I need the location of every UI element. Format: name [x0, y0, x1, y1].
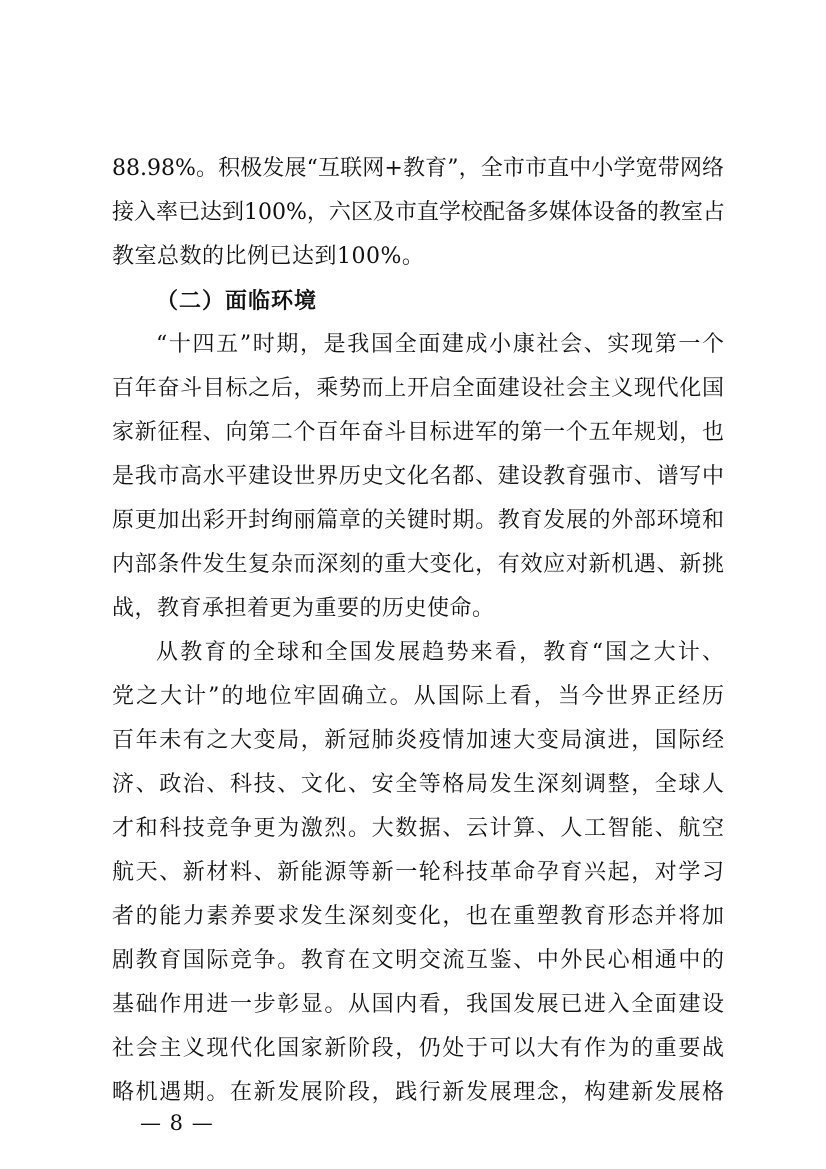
- text-line: 原更加出彩开封绚丽篇章的关键时期。教育发展的外部环境和: [112, 508, 724, 533]
- text-line: 百年未有之大变局，新冠肺炎疫情加速大变局演进，国际经: [112, 728, 724, 753]
- text-line: 者的能力素养要求发生深刻变化，也在重塑教育形态并将加: [112, 904, 724, 929]
- text-line: 接入率已达到100%，六区及市直学校配备多媒体设备的教室占: [112, 200, 725, 225]
- text-line: 88.98%。积极发展“互联网+教育”，全市市直中小学宽带网络: [112, 156, 724, 181]
- section-heading: （二）面临环境: [156, 288, 318, 314]
- text-line: 是我市高水平建设世界历史文化名都、建设教育强市、谱写中: [112, 464, 724, 489]
- text-line: 从教育的全球和全国发展趋势来看，教育“国之大计、: [156, 640, 724, 665]
- text-line: 剧教育国际竞争。教育在文明交流互鉴、中外民心相通中的: [112, 948, 724, 973]
- text-line: 内部条件发生复杂而深刻的重大变化，有效应对新机遇、新挑: [112, 552, 724, 577]
- text-line: 基础作用进一步彰显。从国内看，我国发展已进入全面建设: [112, 992, 724, 1017]
- text-line: 家新征程、向第二个百年奋斗目标进军的第一个五年规划，也: [112, 420, 724, 445]
- text-line: 百年奋斗目标之后，乘势而上开启全面建设社会主义现代化国: [112, 376, 724, 401]
- text-line: 才和科技竞争更为激烈。大数据、云计算、人工智能、航空: [112, 816, 724, 841]
- text-line: “十四五”时期，是我国全面建成小康社会、实现第一个: [156, 332, 724, 357]
- text-line: 战，教育承担着更为重要的历史使命。: [112, 596, 495, 621]
- text-line: 教室总数的比例已达到100%。: [112, 244, 425, 269]
- text-line: 略机遇期。在新发展阶段，践行新发展理念，构建新发展格: [112, 1080, 724, 1105]
- text-line: 航天、新材料、新能源等新一轮科技革命孕育兴起，对学习: [112, 860, 724, 885]
- page-number: — 8 —: [140, 1111, 214, 1135]
- text-line: 社会主义现代化国家新阶段，仍处于可以大有作为的重要战: [112, 1036, 724, 1061]
- text-line: 济、政治、科技、文化、安全等格局发生深刻调整，全球人: [112, 772, 724, 797]
- text-line: 党之大计”的地位牢固确立。从国际上看，当今世界正经历: [112, 684, 724, 709]
